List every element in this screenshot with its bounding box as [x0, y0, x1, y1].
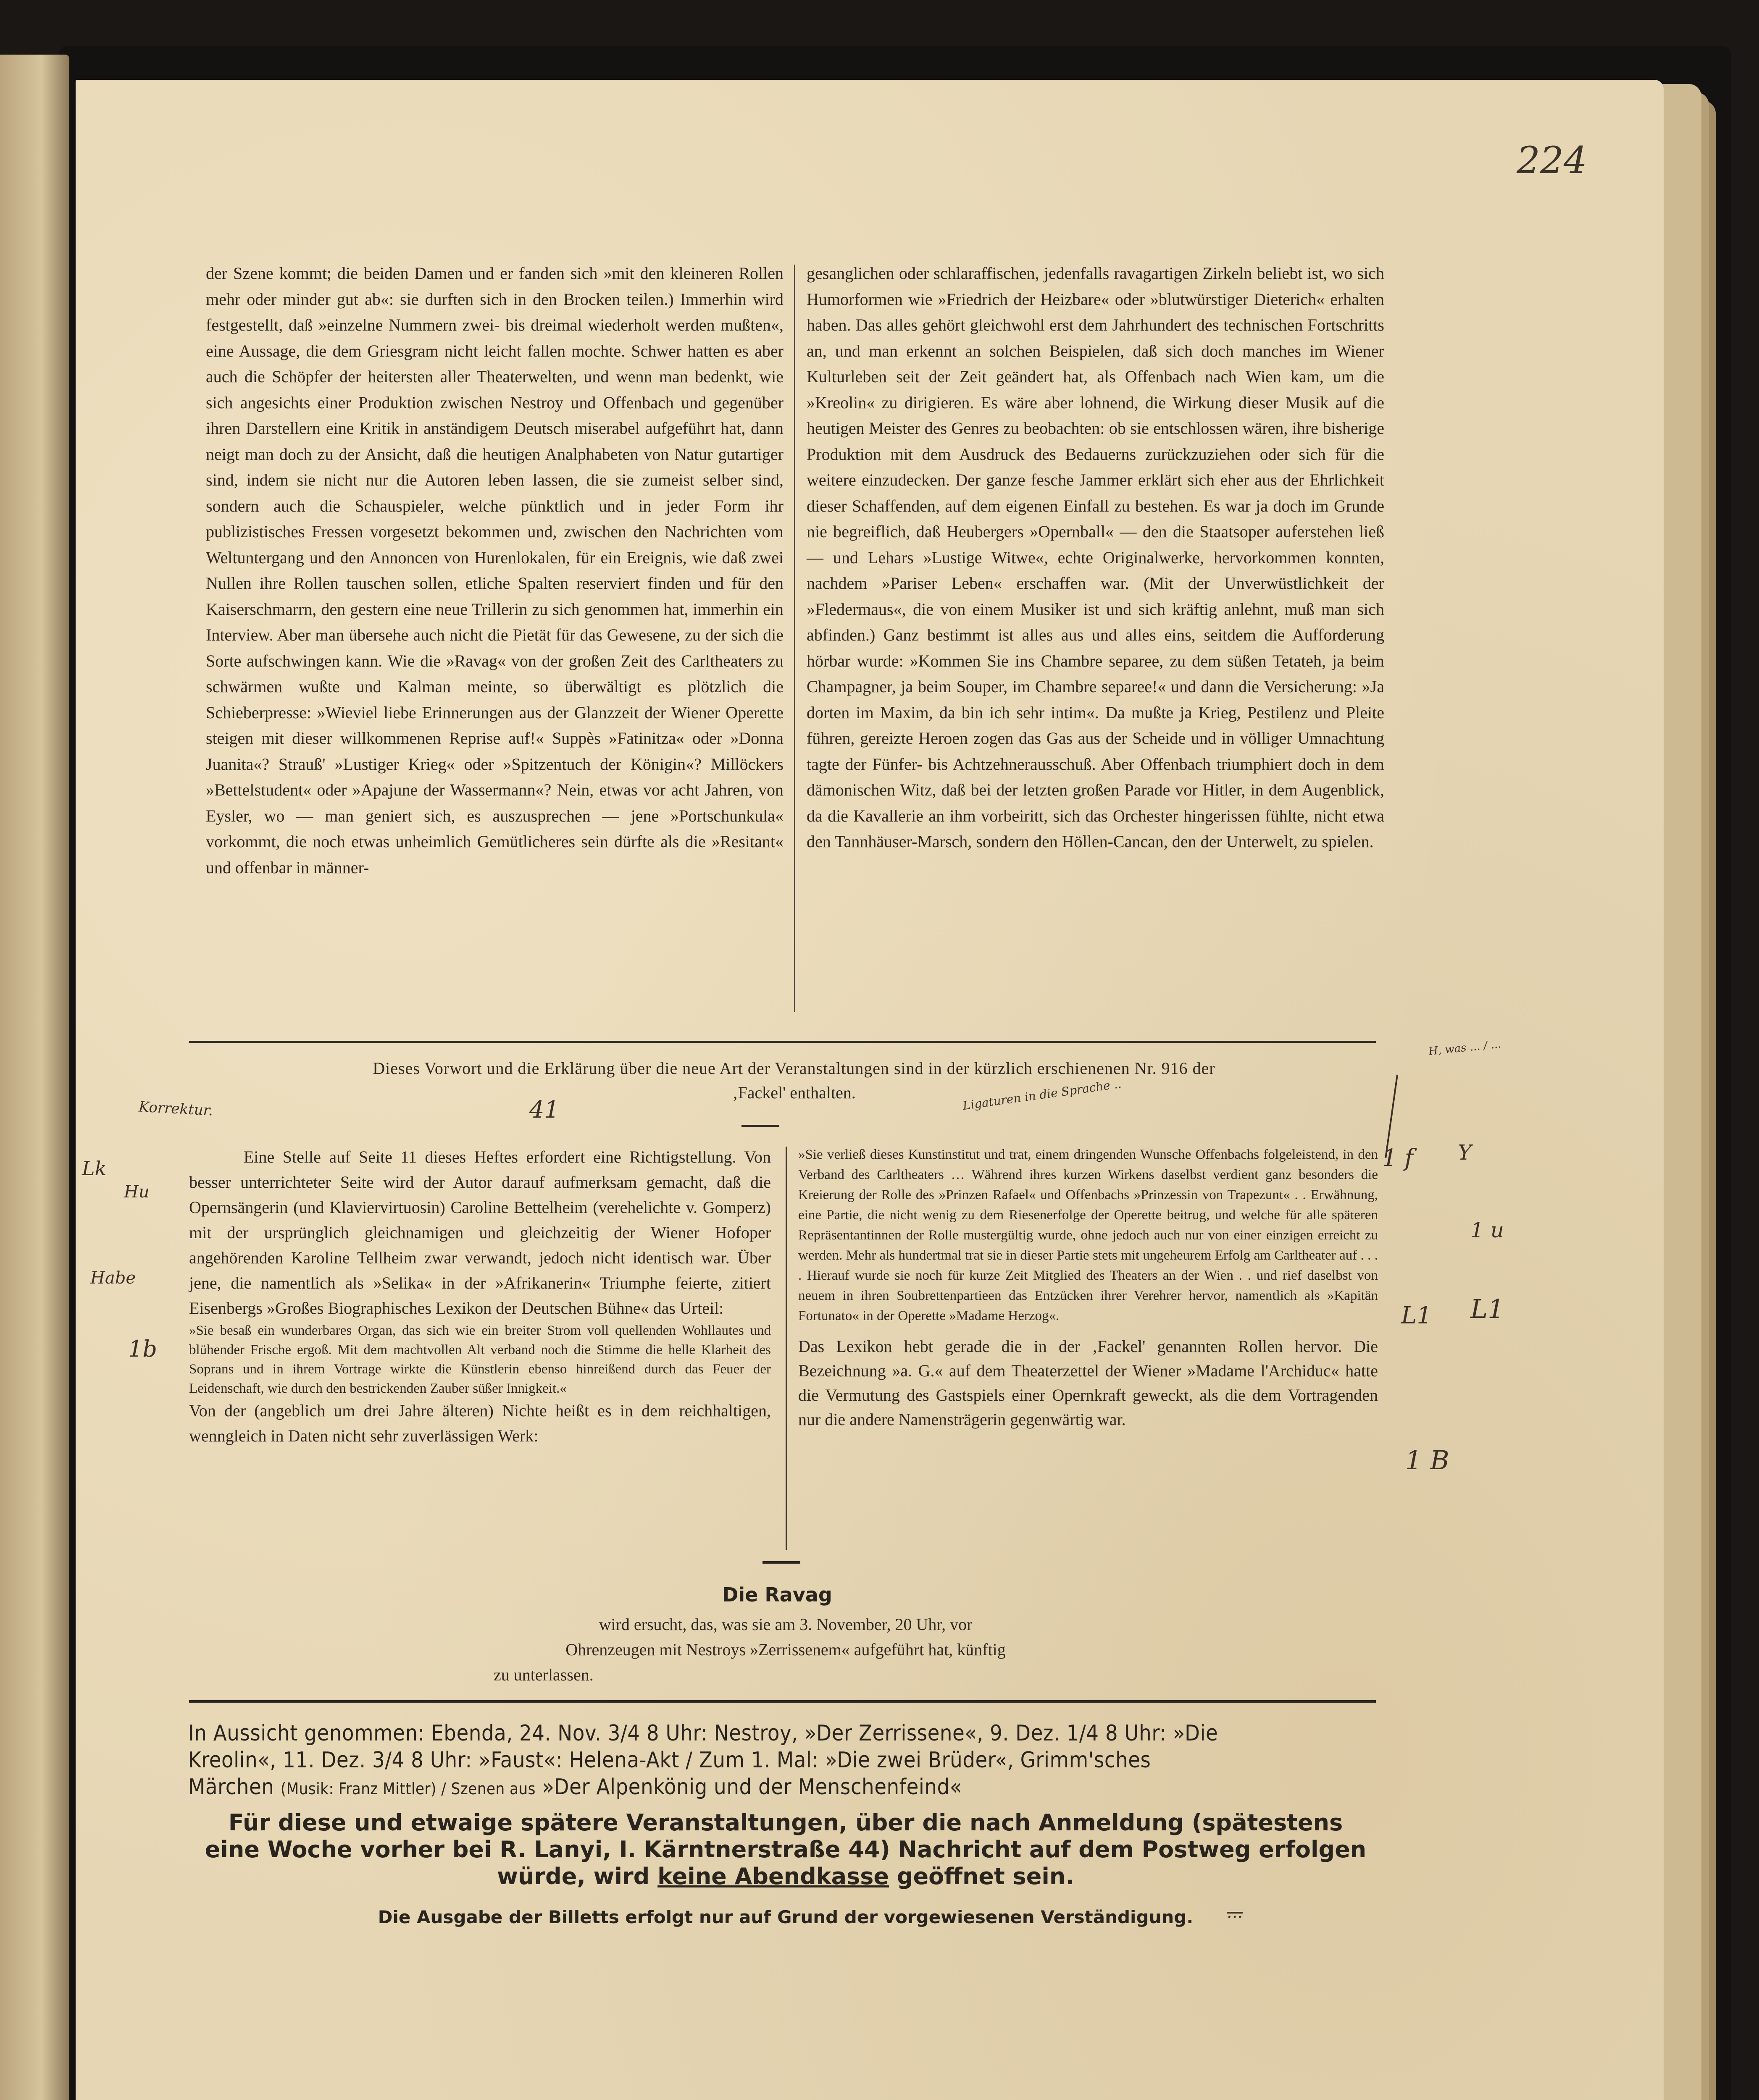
handwritten-struck-word: ...	[1227, 1903, 1243, 1922]
handwritten-margin-lk: Lk	[82, 1157, 107, 1180]
announcement-alpenkoenig: »Der Alpenkönig und der Menschenfeind«	[542, 1774, 962, 1800]
announcement-line-1: In Aussicht genommen: Ebenda, 24. Nov. 3/4 8 Uhr: Nestroy, »Der Zerrissene«, 9. Dez. 1/4 8 Uhr: »Die	[188, 1721, 1218, 1746]
correction-quote: »Sie besaß ein wunderbares Organ, das sich wie ein breiter Strom voll quellenden Wohllautes und blühender Frische ergoß. Mit dem machtvollen Alt verband noch die Stimme die helle Klarheit des Soprans und in ihrem Vortrage wirkte die Künstlerin ebenso hinreißend durch das Feuer der Leidenschaft, wie durch den bestrickenden Zauber süßer Innigkeit.«	[189, 1323, 771, 1396]
registration-line-2: eine Woche vorher bei R. Lanyi, I. Kärntnerstraße 44) Nachricht auf dem Postweg erfolgen	[205, 1836, 1367, 1863]
right-column	[807, 260, 1384, 855]
page-number: 224	[1517, 139, 1587, 182]
column-divider	[794, 265, 795, 1012]
registration-line-3	[189, 1863, 1382, 1890]
handwritten-right-margin-4: L1	[1401, 1302, 1432, 1329]
announcement-line-3	[188, 1774, 1381, 1802]
left-column-text: der Szene kommt; die beiden Damen und er fanden sich »mit den kleineren Rollen mehr oder minder gut ab«: sie durften sich in den Brocken teilen.) Immerhin wird festgestellt, daß »einzelne Nummern zwei- bis dreimal wiederholt werden mußten«, eine Aussage, die dem Griesgram nicht leicht fallen mochte. Schwer hatten es aber auch die Schöpfer der heitersten aller Theaterwelten, und wenn man bedenkt, wie sich angesichts einer Produktion zwischen Nestroy und Offenbach und gegenüber ihren Darstellern eine Kritik in anständigem Deutsch miserabel aufgeführt hat, dann neigt man doch zu der Ansicht, daß die heutigen Analphabeten von Natur gutartiger sind, indem sie nicht nur die Autoren leben lassen, die sie zumeist selber sind, sondern auch die Schauspieler, welche pünktlich und in jeder Form ihr publizistisches Fressen vorgesetzt bekommen und, zwischen den Nachrichten vom Weltuntergang und den Annoncen von Hurenlokalen, für ein Ereignis, wie daß zwei Nullen ihre Rollen tauschen sollen, etliche Spalten reserviert finden und für den Kaiserschmarrn, den gestern eine neue Trillerin zu sich genommen hat, immerhin ein Interview. Aber man übersehe auch nicht die Pietät für das Gewesene, zu der sich die Sorte aufschwingen kann. Wie die »Ravag« von der großen Zeit des Carltheaters zu schwärmen wußte und Kalman meinte, so überwältigt es plötzlich die Schieberpresse: »Wieviel liebe Erinnerungen aus der Glanzzeit der Wiener Operette steigen mit dieser willkommenen Reprise auf!« Suppès »Fatinitza« oder »Donna Juanita«? Strauß' »Lustiger Krieg« oder »Spitzentuch der Königin«? Millöckers »Bettelstudent« oder »Apajune der Wassermann«? Nein, etwas vor acht Jahren, von Eysler, wo — man geniert sich, es auszusprechen — jene »Portschunkula« vorkommt, die noch etwas unheimlich Gemütlicheres sein dürfte als die »Resitant« und offenbar in männer-	[206, 264, 784, 877]
ravag-line-2: Ohrenzeugen mit Nestroys »Zerrissenem« aufgeführt hat, künftig	[565, 1640, 1006, 1659]
vorwort-note	[189, 1056, 1399, 1105]
handwritten-right-margin-3: 1 u	[1470, 1218, 1504, 1242]
announcement-music-credit: (Musik: Franz Mittler) / Szenen aus	[280, 1780, 536, 1798]
handwritten-right-margin-1: 1 f	[1382, 1144, 1414, 1172]
correction-paragraph-2: Von der (angeblich um drei Jahre älteren) Nichte heißt es in dem reichhaltigen, wenngleich in Daten nicht sehr zuverlässigen Werk:	[189, 1401, 771, 1445]
ravag-notice	[494, 1612, 1078, 1688]
correction-right-paragraph: Das Lexikon hebt gerade die in der ‚Fackel' genannten Rollen hervor. Die Bezeichnung »a. G.« auf dem Theaterzettel der Wiener »Madame l'Archiduc« hatte die Vermutung des Gastspiels einer Opernkraft geweckt, als die dem Vortragenden nur die andere Namensträgerin gegenwärtig war.	[798, 1337, 1378, 1429]
handwritten-korrektur: Korrektur.	[138, 1098, 214, 1119]
registration-text-a: würde, wird	[497, 1863, 650, 1890]
short-divider	[741, 1125, 779, 1127]
handwritten-note-top: Ligaturen in die Sprache ..	[962, 1076, 1123, 1113]
ravag-line-1: wird ersucht, das, was sie am 3. November, 20 Uhr, vor	[599, 1615, 973, 1634]
ravag-line-3: zu unterlassen.	[494, 1665, 594, 1684]
announcement	[188, 1720, 1381, 1802]
left-page-edge	[0, 55, 69, 2100]
handwritten-number: 41	[529, 1096, 560, 1124]
handwritten-margin-hu: Hu	[124, 1182, 150, 1202]
correction-right-column	[798, 1144, 1378, 1432]
column-divider	[786, 1147, 787, 1550]
left-column	[206, 260, 784, 880]
handwritten-right-margin-5: L1	[1470, 1294, 1504, 1324]
announcement-maerchen: Märchen	[188, 1774, 274, 1800]
handwritten-margin-habe: Habe	[90, 1268, 136, 1288]
handwritten-top-right-note: H, was ... / ...	[1428, 1038, 1502, 1058]
announcement-line-2: Kreolin«, 11. Dez. 3/4 8 Uhr: »Faust«: Helena-Akt / Zum 1. Mal: »Die zwei Brüder«, Grimm'sches	[188, 1748, 1151, 1773]
section-rule	[189, 1700, 1376, 1703]
correction-left-column	[189, 1144, 771, 1449]
handwritten-right-margin-6: 1 B	[1405, 1445, 1449, 1475]
handwritten-margin-1b: 1b	[128, 1336, 157, 1362]
registration-text-c: geöffnet sein.	[897, 1863, 1074, 1890]
short-divider	[762, 1561, 800, 1564]
correction-paragraph-1: Eine Stelle auf Seite 11 dieses Heftes erfordert eine Richtigstellung. Von besser unterrichteter Seite wird der Autor darauf aufmerksam gemacht, daß die Opernsängerin (und Klaviervirtuosin) Caroline Bettelheim (verehelichte v. Gomperz) mit der ursprünglich gleichnamigen und gleichzeitig der Wiener Hofoper angehörenden Karoline Tellheim zwar verwandt, jedoch nicht identisch war. Über jene, die namentlich als »Selika« in der »Afrikanerin« Triumphe feierte, zitiert Eisenbergs »Großes Biographisches Lexikon der Deutschen Bühne« das Urteil:	[189, 1147, 771, 1318]
registration-notice	[189, 1809, 1382, 1890]
correction-right-quote: »Sie verließ dieses Kunstinstitut und trat, einem dringenden Wunsche Offenbachs folgeleistend, in den Verband des Carltheaters … Während ihres kurzen Wirkens daselbst verdient ganz besonders die Kreierung der Rolle des »Prinzen Rafael« und Offenbachs »Prinzessin von Trapezunt« . . Erwähnung, eine Partie, die nicht wenig zu dem Riesenerfolge der Operette beitrug, und welche für alle späteren Repräsentantinnen der Rolle mustergültig wurde, ohne jedoch auch nur von einer einzigen erreicht zu werden. Mehr als hundertmal trat sie in dieser Partie stets mit ungeheurem Erfolg am Carltheater auf . . . . Hierauf wurde sie noch für kurze Zeit Mitglied des Theaters an der Wien . . und rief daselbst von neuem in ihren Soubrettenpartieen das Entzücken ihrer Verehrer hervor, namentlich als »Kapitän Fortunato« in der Operette »Madame Herzog«.	[798, 1147, 1378, 1323]
handwritten-right-margin-2: Y	[1458, 1140, 1472, 1165]
tickets-notice: Die Ausgabe der Billetts erfolgt nur auf Grund der vorgewiesenen Verständigung.	[378, 1907, 1194, 1927]
ravag-heading: Die Ravag	[722, 1583, 832, 1606]
registration-line-1: Für diese und etwaige spätere Veranstaltungen, über die nach Anmeldung (spätestens	[228, 1809, 1343, 1836]
vorwort-note-line1: Dieses Vorwort und die Erklärung über die neue Art der Veranstaltungen sind in der kürzlich erschienenen Nr. 916 der	[373, 1059, 1215, 1078]
vorwort-note-line2: ‚Fackel' enthalten.	[732, 1083, 856, 1102]
right-column-text: gesanglichen oder schlaraffischen, jedenfalls ravagartigen Zirkeln beliebt ist, wo sich Humorformen wie »Friedrich der Heizbare« oder »blutwürstiger Dieterich« erhalten haben. Das alles gehört gleichwohl erst dem Jahrhundert des technischen Fortschritts an, und man erkennt an solchen Beispielen, daß sich doch manches im Wiener Kulturleben seit der Zeit geändert hat, als Offenbach nach Wien kam, um die »Kreolin« zu dirigieren. Es wäre aber lohnend, die Wirkung dieser Musik auf die heutigen Meister des Genres zu beobachten: ob sie entschlossen wären, ihre bisherige Produktion mit dem Ausdruck des Bedauerns zurückzuziehen oder sich für die weitere einzudecken. Der ganze fesche Jammer erklärt sich eher aus der Ehrlichkeit dieser Schaffenden, auf dem eigenen Einfall zu bestehen. Es war ja doch im Grunde nie begreiflich, daß Heubergers »Opernball« — den die Staatsoper auferstehen ließ — und Lehars »Lustige Witwe«, echte Originalwerke, hervorkommen konnten, nachdem »Pariser Leben« erschaffen war. (Mit der Unverwüstlichkeit der »Fledermaus«, die von einem Musiker ist und sich kräftig anlehnt, muß man sich abfinden.) Ganz bestimmt ist alles aus und alles eins, seitdem die Aufforderung hörbar wurde: »Kommen Sie ins Chambre separee, zu dem süßen Tetateh, ja beim Champagner, ja beim Souper, im Chambre separee!« und dann die Versicherung: »Ja dorten im Maxim, da bin ich sehr intim«. Da mußte ja Krieg, Pestilenz und Pleite führen, gereizte Heroen zogen das Gas aus der Scheide und in völliger Umnachtung tagte der Fünfer- bis Achtzehnerausschuß. Aber Offenbach triumphiert doch in dem dämonischen Witz, daß bei der letzten großen Parade vor Hitler, in dem Augenblick, da die Kavallerie an ihm vorbeiritt, sich das Orchester hingerissen fühlte, nicht etwa den Tannhäuser-Marsch, sondern den Höllen-Cancan, den der Unterwelt, zu spielen.	[807, 264, 1384, 851]
section-rule	[189, 1041, 1376, 1043]
registration-no-box-office: keine Abendkasse	[657, 1863, 889, 1890]
